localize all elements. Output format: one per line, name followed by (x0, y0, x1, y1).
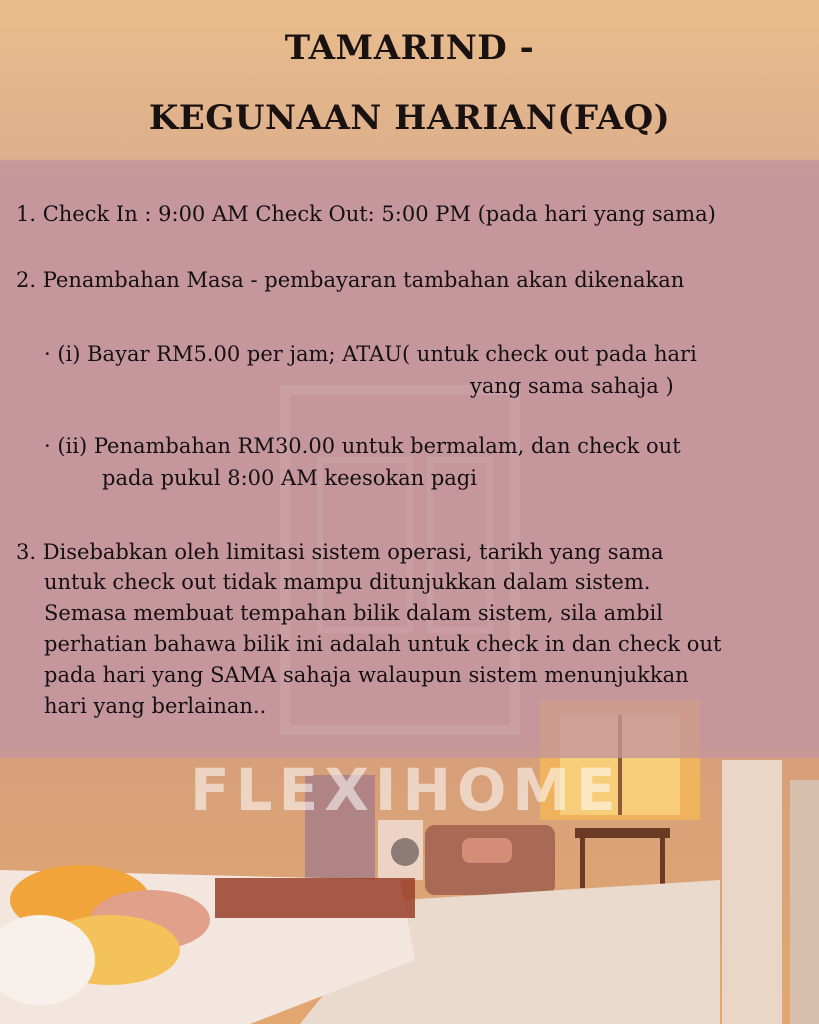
page-title-line-2: KEGUNAAN HARIAN(FAQ) (148, 98, 671, 138)
faq-item-2: 2. Penambahan Masa - pembayaran tambahan akan dikenakan (16, 268, 685, 292)
flexihome-watermark-logo: FLEXIHOME (190, 756, 622, 824)
faq-item-3-line: hari yang berlainan.. (44, 694, 267, 718)
faq-item-3-line: 3. Disebabkan oleh limitasi sistem operasi, tarikh yang sama (16, 540, 664, 564)
faq-item-2-sub-ii-line-2: pada pukul 8:00 AM keesokan pagi (102, 466, 477, 490)
faq-item-3-line: perhatian bahawa bilik ini adalah untuk check in dan check out (44, 632, 722, 656)
faq-item-3-line: pada hari yang SAMA sahaja walaupun sistem menunjukkan (44, 663, 689, 687)
faq-item-2-sub-ii-line-1: · (ii) Penambahan RM30.00 untuk bermalam, dan check out (44, 434, 681, 458)
faq-item-3-line: untuk check out tidak mampu ditunjukkan dalam sistem. (44, 570, 651, 594)
page-title-line-1: TAMARIND - (284, 28, 535, 68)
faq-item-2-sub-i-line-2: yang sama sahaja ) (470, 374, 674, 398)
faq-item-2-sub-i-line-1: · (i) Bayar RM5.00 per jam; ATAU( untuk check out pada hari (44, 342, 697, 366)
faq-item-1: 1. Check In : 9:00 AM Check Out: 5:00 PM (pada hari yang sama) (16, 202, 716, 226)
faq-item-3-line: Semasa membuat tempahan bilik dalam sistem, sila ambil (44, 601, 663, 625)
